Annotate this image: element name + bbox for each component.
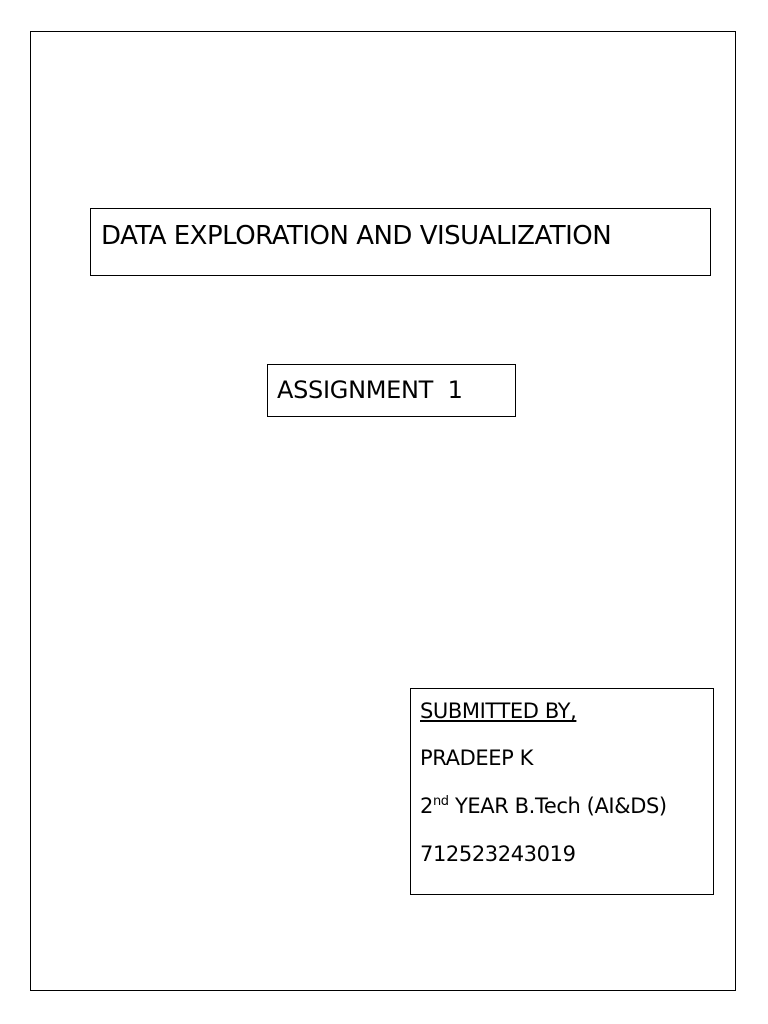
assignment-box [267,364,516,417]
assignment-label: ASSIGNMENT 1 [277,376,463,404]
title-box [90,208,711,276]
submitted-by-heading: SUBMITTED BY, [420,699,577,723]
student-year [420,794,667,818]
submitted-by-box [410,688,714,895]
year-number: 2 [420,794,433,818]
year-ordinal-suffix: nd [432,794,449,809]
student-name: PRADEEP K [420,746,533,770]
roll-number: 712523243019 [420,842,576,866]
year-program: YEAR B.Tech (AI&DS) [448,794,667,818]
document-title: DATA EXPLORATION AND VISUALIZATION [101,221,612,251]
